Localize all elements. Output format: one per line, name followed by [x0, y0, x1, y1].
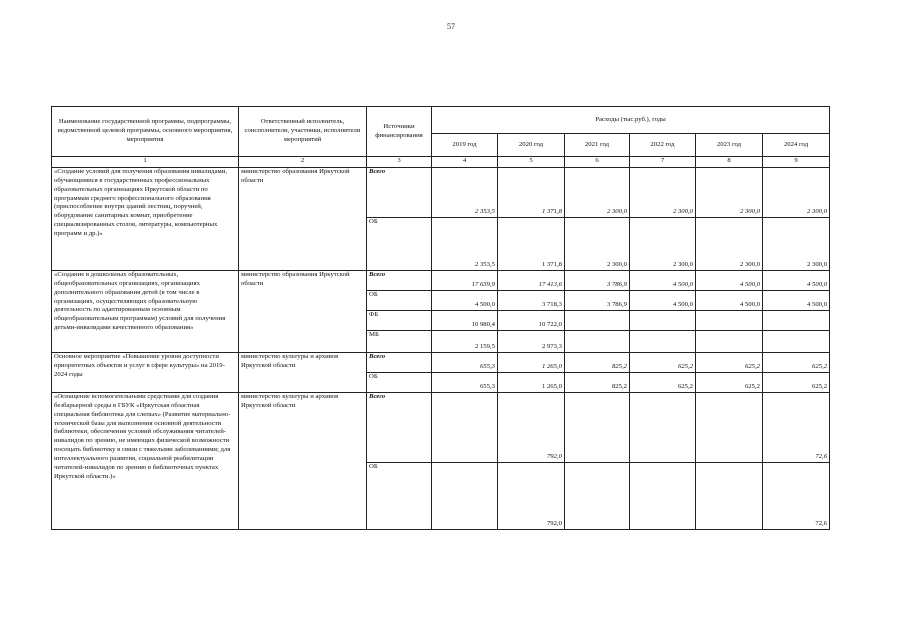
budget-table	[51, 106, 830, 530]
amount-cell	[630, 393, 696, 463]
column-number: 8	[696, 157, 763, 168]
amount-cell: 1 371,8	[498, 168, 565, 218]
column-number: 9	[763, 157, 830, 168]
table-row	[52, 271, 830, 291]
amount-cell: 2 300,0	[696, 168, 763, 218]
table-row	[52, 168, 830, 218]
amount-cell: 10 722,0	[498, 311, 565, 331]
header-year: 2023 год	[696, 134, 763, 157]
amount-cell	[565, 463, 630, 530]
amount-cell	[763, 331, 830, 353]
amount-cell	[565, 331, 630, 353]
amount-cell: 792,0	[498, 393, 565, 463]
amount-cell: 655,3	[432, 353, 498, 373]
executor-name: министерство образования Иркутской области	[239, 168, 367, 271]
amount-cell: 2 300,0	[630, 218, 696, 271]
amount-cell	[630, 463, 696, 530]
amount-cell: 2 353,5	[432, 168, 498, 218]
page-number: 57	[447, 22, 455, 31]
header-year: 2019 год	[432, 134, 498, 157]
amount-cell	[565, 311, 630, 331]
amount-cell: 625,2	[630, 373, 696, 393]
amount-cell	[696, 311, 763, 331]
funding-source: Всего	[367, 168, 432, 218]
header-year: 2024 год	[763, 134, 830, 157]
column-number: 4	[432, 157, 498, 168]
amount-cell: 655,3	[432, 373, 498, 393]
measure-name: «Оснащение вспомогательными средствами для создания безбарьерной среды в ГБУК «Иркутская областная специальная библиотека для слепых» (Развитие материально-технической базы для выполнения основной деятельности библиотеки, обеспечения условий обслуживания читателей-инвалидов по зрению, не имеющих физической возможности посещать библиотеку в связи с тяжелыми заболеваниями; для интеллектуального развития, социальной реабилитации читателей-инвалидов по зрению в библиотечных пунктах Иркутской области.)»	[52, 393, 239, 530]
funding-source: Всего	[367, 271, 432, 291]
amount-cell: 2 353,5	[432, 218, 498, 271]
amount-cell: 825,2	[565, 353, 630, 373]
amount-cell: 2 300,0	[763, 218, 830, 271]
amount-cell: 2 159,5	[432, 331, 498, 353]
amount-cell: 2 300,0	[565, 218, 630, 271]
header-year: 2021 год	[565, 134, 630, 157]
amount-cell: 4 500,0	[432, 291, 498, 311]
header-executor: Ответственный исполнитель, соисполнители, участники, исполнители мероприятий	[239, 107, 367, 157]
funding-source: ФБ	[367, 311, 432, 331]
column-number: 6	[565, 157, 630, 168]
amount-cell: 825,2	[565, 373, 630, 393]
amount-cell: 2 300,0	[630, 168, 696, 218]
amount-cell: 4 500,0	[630, 271, 696, 291]
header-year: 2022 год	[630, 134, 696, 157]
amount-cell: 1 265,0	[498, 373, 565, 393]
amount-cell: 3 786,9	[565, 271, 630, 291]
amount-cell: 3 718,3	[498, 291, 565, 311]
amount-cell: 17 639,9	[432, 271, 498, 291]
funding-source: Всего	[367, 393, 432, 463]
amount-cell: 17 413,6	[498, 271, 565, 291]
amount-cell: 625,2	[630, 353, 696, 373]
amount-cell	[630, 311, 696, 331]
amount-cell: 625,2	[763, 373, 830, 393]
amount-cell: 2 973,3	[498, 331, 565, 353]
column-number: 5	[498, 157, 565, 168]
header-year: 2020 год	[498, 134, 565, 157]
amount-cell: 625,2	[696, 353, 763, 373]
column-number: 3	[367, 157, 432, 168]
column-number: 1	[52, 157, 239, 168]
column-number-row	[52, 157, 830, 168]
amount-cell: 792,0	[498, 463, 565, 530]
amount-cell: 4 500,0	[630, 291, 696, 311]
measure-name: «Создание в дошкольных образовательных, общеобразовательных организациях, организациях дополнительного образования детей (в том числе в организациях, осуществляющих образовательную деятельность по адаптированным основным общеобразовательным программам) условий для получения детьми-инвалидами качественного образования»	[52, 271, 239, 353]
amount-cell: 4 500,0	[696, 291, 763, 311]
amount-cell	[763, 311, 830, 331]
amount-cell: 3 786,9	[565, 291, 630, 311]
amount-cell	[432, 463, 498, 530]
column-number: 2	[239, 157, 367, 168]
funding-source: ОБ	[367, 463, 432, 530]
amount-cell: 72,6	[763, 463, 830, 530]
amount-cell	[432, 393, 498, 463]
amount-cell: 2 300,0	[565, 168, 630, 218]
amount-cell: 72,6	[763, 393, 830, 463]
executor-name: министерство образования Иркутской области	[239, 271, 367, 353]
amount-cell	[696, 463, 763, 530]
executor-name: министерство культуры и архивов Иркутской области	[239, 393, 367, 530]
amount-cell: 4 500,0	[763, 291, 830, 311]
column-number: 7	[630, 157, 696, 168]
amount-cell: 625,2	[696, 373, 763, 393]
amount-cell: 4 500,0	[763, 271, 830, 291]
header-name: Наименование государственной программы, подпрограммы, ведомственной целевой программы, основного мероприятия, мероприятия	[52, 107, 239, 157]
measure-name: «Создание условий для получения образования инвалидами, обучающимися в государственных профессиональных образовательных организациях Иркутской области по программам среднего профессионального образования (приспособление внутри зданий лестниц, поручней, оборудование санитарных комнат, приобретение специализированных столов, литературы, компьютерных программ и др.)»	[52, 168, 239, 271]
amount-cell: 1 371,8	[498, 218, 565, 271]
amount-cell: 625,2	[763, 353, 830, 373]
amount-cell: 2 300,0	[696, 218, 763, 271]
funding-source: ОБ	[367, 291, 432, 311]
amount-cell: 4 500,0	[696, 271, 763, 291]
table-body	[52, 168, 830, 530]
measure-name: Основное мероприятие «Повышение уровня доступности приоритетных объектов и услуг в сфере культуры» на 2019-2024 годы	[52, 353, 239, 393]
amount-cell	[696, 393, 763, 463]
funding-source: ОБ	[367, 218, 432, 271]
table-row	[52, 393, 830, 463]
table-row	[52, 353, 830, 373]
amount-cell	[696, 331, 763, 353]
amount-cell: 1 265,0	[498, 353, 565, 373]
funding-source: Всего	[367, 353, 432, 373]
executor-name: министерство культуры и архивов Иркутской области	[239, 353, 367, 393]
funding-source: ОБ	[367, 373, 432, 393]
amount-cell: 2 300,0	[763, 168, 830, 218]
amount-cell	[565, 393, 630, 463]
header-expenses: Расходы (тыс.руб.), годы	[432, 107, 830, 134]
header-source: Источники финансирования	[367, 107, 432, 157]
amount-cell: 10 980,4	[432, 311, 498, 331]
amount-cell	[630, 331, 696, 353]
funding-source: МБ	[367, 331, 432, 353]
